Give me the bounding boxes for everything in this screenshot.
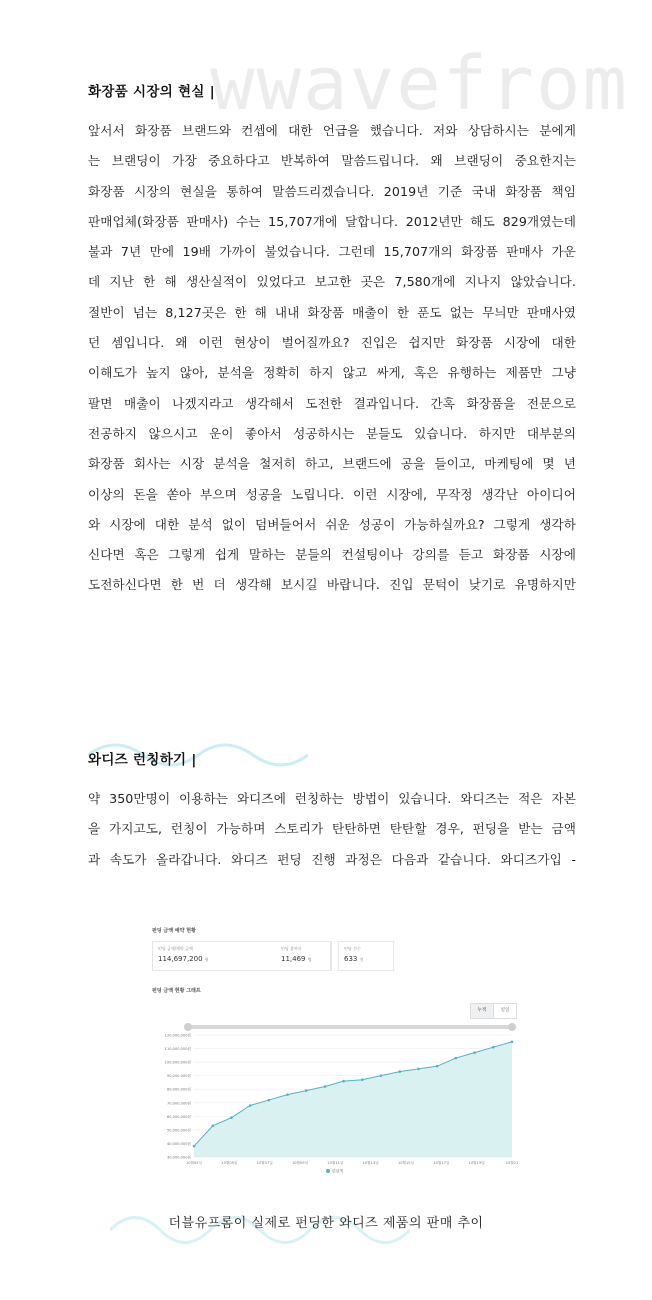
text-line: 이상의 돈을 쏟아 부으며 성공을 노립니다. 이런 시장에, 무작정 생각난 아이디어 bbox=[88, 486, 576, 502]
data-point bbox=[193, 1145, 196, 1148]
text-line: 약 350만명이 이용하는 와디즈에 런칭하는 방법이 있습니다. 와디즈는 적은 자본 bbox=[88, 791, 576, 806]
stat-value bbox=[158, 955, 209, 963]
text-line: 화장품 회사는 시장 분석을 철저히 하고, 브랜드에 공을 들이고, 마케팅에 몇 년 bbox=[88, 456, 576, 472]
text-line: 판매업체(화장품 판매사) 수는 15,707개에 달합니다. 2012년만 해도 829개였는데 bbox=[88, 213, 576, 229]
text-line: 전공하지 않으시고 운이 좋아서 성공하시는 분들도 있습니다. 하지만 대부분의 bbox=[88, 425, 576, 441]
text-line: 과 속도가 올라갑니다. 와디즈 펀딩 진행 과정은 다음과 같습니다. 와디즈가입 - bbox=[88, 851, 576, 867]
stat-value-number: 633 bbox=[344, 955, 358, 963]
stat-unit: 건 bbox=[359, 957, 364, 962]
legend-swatch bbox=[326, 1169, 330, 1173]
data-point bbox=[398, 1070, 401, 1073]
stat-value-number: 114,697,200 bbox=[158, 955, 203, 963]
text-line: 도전하신다면 한 번 더 생각해 보시길 바랍니다. 진입 문턱이 낮기로 유명하지만 bbox=[88, 577, 576, 593]
text-line: 화장품 시장의 현실을 통하여 말씀드리겠습니다. 2019년 기준 국내 화장품 책임 bbox=[88, 183, 576, 199]
tab-daily[interactable]: 일일 bbox=[493, 1003, 517, 1019]
text-line: 앞서서 화장품 브랜드와 컨셉에 대한 언급을 했습니다. 저와 상담하시는 분에게 bbox=[88, 123, 576, 138]
text-line: 불과 7년 만에 19배 가까이 불었습니다. 그런데 15,707개의 화장품 판매사 가운 bbox=[88, 244, 576, 260]
data-point bbox=[342, 1080, 345, 1083]
y-tick-label: 80,000,000원 bbox=[166, 1087, 191, 1092]
stat-label: 펀딩 참여자 bbox=[281, 946, 302, 951]
figure-caption: 더블유프롬이 실제로 펀딩한 와디즈 제품의 판매 추이 bbox=[168, 1216, 484, 1231]
x-tick-label: 10월05일 bbox=[185, 1161, 203, 1165]
text-line: 을 가지고도, 런칭이 가능하며 스토리가 탄탄하면 탄탄할 경우, 펀딩을 받는 금액 bbox=[88, 821, 576, 837]
y-tick-label: 120,000,000원 bbox=[164, 1033, 191, 1038]
data-point bbox=[305, 1089, 308, 1092]
x-tick-label: 10월09일 bbox=[291, 1161, 309, 1165]
text-line: 팔면 매출이 나겠지라고 생각해서 도전한 결과입니다. 간혹 화장품을 전문으로 bbox=[88, 395, 576, 411]
stat-unit: 원 bbox=[204, 957, 209, 962]
data-point bbox=[511, 1040, 514, 1043]
data-point bbox=[230, 1116, 233, 1119]
paragraph-wadiz bbox=[88, 784, 576, 875]
funding-status-header: 펀딩 금액 예약 현황 bbox=[152, 928, 196, 934]
text-line: 와 시장에 대한 분석 없이 덤벼들어서 쉬운 성공이 가능하실까요? 그렇게 생각하 bbox=[88, 516, 576, 532]
text-line: 는 브랜딩이 가장 중요하다고 반복하여 말씀드립니다. 왜 브랜딩이 중요한지는 bbox=[88, 153, 576, 169]
x-tick-label: 10월05일 bbox=[221, 1161, 238, 1165]
data-point bbox=[286, 1093, 289, 1096]
data-point bbox=[455, 1057, 458, 1060]
data-point bbox=[211, 1125, 214, 1128]
section-title-market: 화장품 시장의 현실 | bbox=[88, 84, 215, 100]
y-tick-label: 60,000,000원 bbox=[166, 1114, 191, 1119]
y-tick-label: 70,000,000원 bbox=[166, 1101, 191, 1106]
stat-value bbox=[281, 955, 312, 963]
range-slider-handle-left bbox=[184, 1023, 192, 1031]
stat-box-participants bbox=[276, 941, 331, 971]
stat-value-number: 11,469 bbox=[281, 955, 306, 963]
data-point bbox=[268, 1099, 271, 1102]
y-tick-label: 100,000,000원 bbox=[164, 1060, 191, 1065]
stat-label: 펀딩 건수 bbox=[344, 946, 361, 951]
x-tick-label: 10월15일 bbox=[397, 1161, 415, 1165]
stat-box-count bbox=[338, 941, 394, 971]
text-line: 이해도가 높지 않아, 분석을 정확히 하지 않고 싸게, 혹은 유행하는 제품만 그냥 bbox=[88, 365, 576, 381]
data-point bbox=[492, 1046, 495, 1049]
data-point bbox=[324, 1085, 327, 1088]
data-point bbox=[249, 1104, 252, 1107]
funding-graph-header: 펀딩 금액 현황 그래프 bbox=[152, 988, 201, 994]
watermark-logo: wwavefrom bbox=[210, 41, 629, 127]
data-point bbox=[417, 1068, 420, 1071]
section-title-wadiz: 와디즈 런칭하기 | bbox=[88, 752, 197, 768]
funding-figure bbox=[150, 925, 520, 1187]
y-tick-label: 90,000,000원 bbox=[166, 1074, 191, 1079]
area-fill bbox=[194, 1042, 512, 1157]
tab-cumulative[interactable]: 누적 bbox=[470, 1003, 494, 1019]
x-tick-label: 10월17일 bbox=[433, 1161, 450, 1165]
data-point bbox=[473, 1051, 476, 1054]
data-point bbox=[361, 1078, 364, 1081]
data-point bbox=[436, 1065, 439, 1068]
text-line: 던 셈입니다. 왜 이런 현상이 벌어질까요? 진입은 쉽지만 화장품 시장에 대한 bbox=[88, 335, 576, 351]
stat-value bbox=[344, 955, 363, 963]
text-line: 절반이 넘는 8,127곳은 한 해 내내 화장품 매출이 한 푼도 없는 무늬만 판매사였 bbox=[88, 304, 576, 320]
stat-unit: 명 bbox=[307, 957, 312, 962]
y-tick-label: 50,000,000원 bbox=[166, 1128, 191, 1133]
y-tick-label: 40,000,000원 bbox=[166, 1141, 191, 1146]
text-line: 신다면 혹은 그렇게 쉽게 말하는 분들의 컨설팅이나 강의를 듣고 화장품 시장에 bbox=[88, 547, 576, 563]
range-slider-handle-right bbox=[508, 1023, 516, 1031]
stat-label: 펀딩 금액/예약 금액 bbox=[158, 946, 193, 951]
x-tick-label: 10월07일 bbox=[256, 1161, 273, 1165]
legend-label: 펀딩액 bbox=[332, 1168, 344, 1174]
x-tick-label: 10월13일 bbox=[362, 1161, 379, 1165]
x-tick-label: 10월19일 bbox=[468, 1161, 485, 1165]
x-tick-label: 10월11일 bbox=[327, 1161, 344, 1165]
x-tick-label: 10월21 bbox=[505, 1161, 519, 1165]
funding-area-chart bbox=[150, 1017, 520, 1187]
y-tick-label: 110,000,000원 bbox=[164, 1047, 191, 1052]
data-point bbox=[380, 1074, 383, 1077]
paragraph-market bbox=[88, 116, 576, 601]
y-tick-label: 30,000,000원 bbox=[166, 1155, 191, 1160]
text-line: 데 지난 한 해 생산실적이 있었다고 보고한 곳은 7,580개에 지나지 않았습니다. bbox=[88, 274, 576, 290]
